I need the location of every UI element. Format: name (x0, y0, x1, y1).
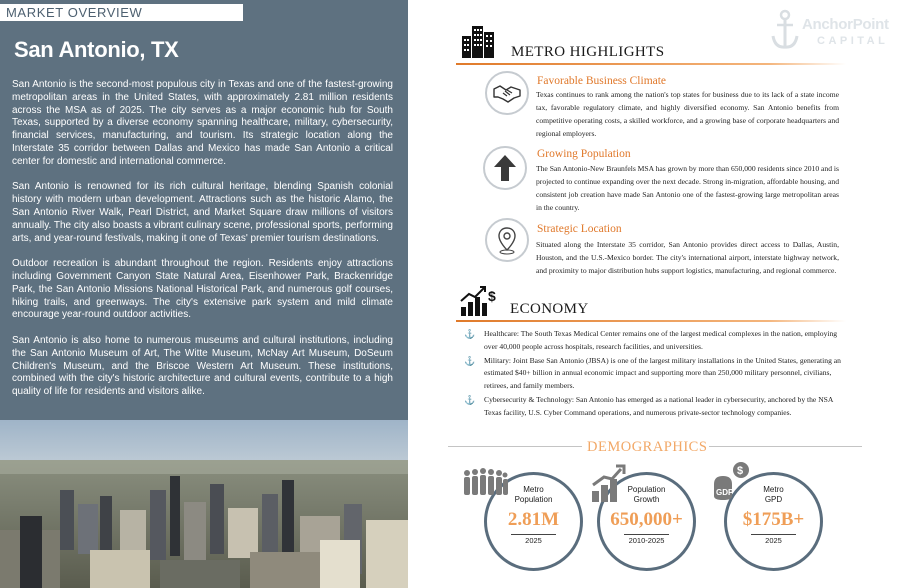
company-logo (770, 6, 906, 52)
city-title: San Antonio, TX (14, 37, 179, 62)
logo-subtitle: CAPITAL (817, 35, 889, 47)
highlight-title: Strategic Location (537, 223, 622, 235)
stat-year: 2010-2025 (628, 536, 665, 545)
highlight-icon-circle (483, 146, 527, 190)
highlight-icon-circle (485, 71, 529, 115)
stat-year: 2025 (765, 536, 782, 545)
economy-item-text: Military: Joint Base San Antonio (JBSA) is one of the largest military installations in the United States, generating an estimated $40+ billion in annual economic impact and supporting more than 250,000 military personnel, civilians, retirees, and family members. (484, 355, 841, 391)
market-overview-tag: MARKET OVERVIEW (0, 4, 243, 21)
overview-paragraph: San Antonio is also home to numerous museums and cultural institutions, including the San Antonio Museum of Art, The Witte Museum, McNay Art Museum, DoSeum Children's Museum, and the Briscoe Western Art Museum. These institutions, combined with the city's historic architecture and cultural events, contribute to a high quality of life for residents and visitors alike. (12, 334, 393, 398)
stat-label: Metro (523, 485, 544, 494)
stat-value: 2.81M (507, 509, 560, 530)
metro-highlights-title: METRO HIGHLIGHTS (511, 44, 665, 60)
svg-text:$: $ (737, 465, 744, 477)
stat-underline (751, 534, 796, 535)
overview-text (12, 79, 393, 412)
left-panel (0, 0, 408, 588)
gdp-money-icon (710, 460, 754, 502)
economy-item (462, 394, 842, 420)
demographics-title: DEMOGRAPHICS (587, 439, 708, 455)
stat-value: $175B+ (742, 509, 805, 530)
stat-label: GPD (764, 495, 783, 504)
section-divider (456, 63, 846, 65)
handshake-icon (493, 81, 521, 105)
anchor-logo-icon (770, 8, 800, 52)
anchor-bullet-icon: ⚓ (464, 329, 476, 339)
highlight-title: Growing Population (537, 148, 631, 160)
highlight-title: Favorable Business Climate (537, 75, 667, 87)
growth-chart-dollar-icon (459, 283, 497, 317)
anchor-bullet-icon: ⚓ (464, 394, 476, 405)
economy-item-text: Cybersecurity & Technology: San Antonio has emerged as a national leader in cybersecurity, anchored by the NSA Texas facility, U.S. Cyber Command operations, and numerous private-sector technology companies. (484, 394, 833, 417)
svg-text:$: $ (488, 288, 496, 304)
logo-name: AnchorPoint (802, 16, 889, 33)
economy-item (462, 328, 842, 354)
overview-paragraph: Outdoor recreation is abundant throughout the region. Residents enjoy attractions including Government Canyon State Natural Area, Eisenhower Park, Brackenridge Park, the San Antonio Missions National Historical Park, and numerous golf courses, hiking trails, and greenways. The city's extensive park system and mild climate encourage year-round outdoor activities. (12, 258, 393, 321)
city-skyline-photo (0, 420, 408, 588)
stat-label: Metro (763, 485, 784, 494)
highlight-icon-circle (485, 218, 529, 262)
stat-label: Population (514, 495, 553, 504)
anchor-bullet-icon: ⚓ (464, 355, 476, 366)
location-pin-icon (497, 226, 517, 256)
highlight-text: Texas continues to rank among the nation's top states for business due to its lack of a state income tax, favorable regulatory climate, and highly diversified economy. San Antonio benefits from competitive operating costs, a skilled workforce, and a growing base of corporate headquarters and regional employers. (536, 90, 839, 138)
section-divider (456, 320, 846, 322)
stat-year: 2025 (525, 536, 542, 545)
economy-item-text: Healthcare: The South Texas Medical Center remains one of the largest medical complexes in the nation, employing over 40,000 people across hospitals, research facilities, and universities. (484, 329, 838, 351)
overview-paragraph: San Antonio is the second-most populous city in Texas and one of the fastest-growing metropolitan areas in the United States, with approximately 2.81 million residents across the MSA as of 2025. The city serves as a major economic hub for South Texas, supported by a diverse economy spanning healthcare, military, cybersecurity, financial services, manufacturing, and tourism. Its strategic location along the Interstate 35 corridor between Dallas and Mexico has made San Antonio a critical center for domestic and international commerce. (12, 79, 393, 167)
highlight-text: Situated along the Interstate 35 corridor, San Antonio provides direct access to Dallas, Austin, Houston, and the U.S.-Mexico border. The city's international airport, interstate highway network, and proximity to major distribution hubs support logistics, manufacturing, and regional commerce. (536, 240, 839, 275)
stat-value: 650,000+ (610, 509, 683, 530)
demographics-divider (448, 446, 582, 447)
stat-underline (511, 534, 556, 535)
demographics-divider (709, 446, 862, 447)
economy-item (462, 355, 842, 393)
economy-title: ECONOMY (510, 301, 589, 317)
economy-list (462, 328, 842, 420)
city-buildings-icon (460, 22, 496, 58)
overview-paragraph: San Antonio is renowned for its rich cultural heritage, blending Spanish colonial history with modern urban development. Attractions such as the historic Alamo, the San Antonio River Walk, Pearl District, and Market Square draw millions of visitors annually. The city also boasts a vibrant culinary scene, professional sports, performing arts, and year-round festivals, making it one of Texas' premier tourism destinations. (12, 181, 393, 244)
people-crowd-icon (462, 467, 508, 499)
arrow-up-icon (493, 154, 517, 182)
stat-label: Population (627, 485, 666, 494)
stat-label: Growth (633, 495, 660, 504)
growth-bars-arrow-icon (590, 463, 626, 503)
highlight-text: The San Antonio-New Braunfels MSA has grown by more than 650,000 residents since 2010 and is projected to continue expanding over the next decade. Strong in-migration, affordable housing, and consistent job creation have made San Antonio one of the fastest-growing large metropolitan areas in the country. (536, 164, 839, 212)
svg-text:GDP: GDP (716, 488, 734, 497)
stat-underline (624, 534, 669, 535)
